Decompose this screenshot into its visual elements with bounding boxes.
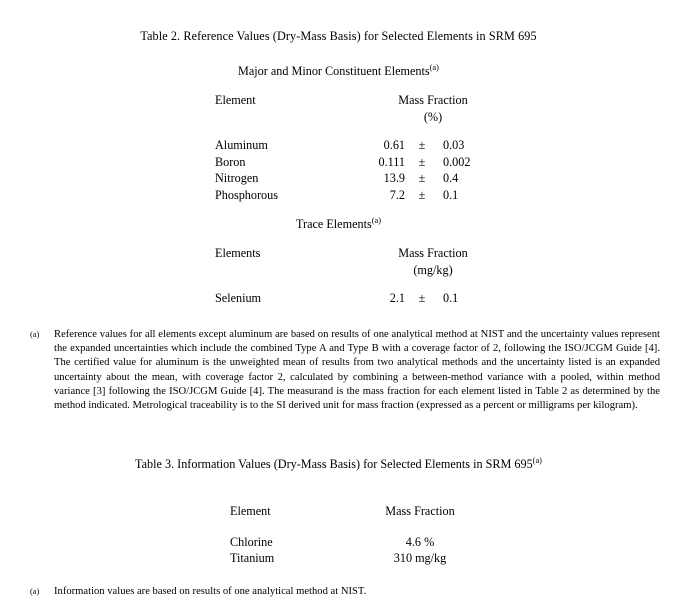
table2-footnote-marker: (a) bbox=[30, 330, 40, 339]
table-row bbox=[215, 187, 503, 204]
row-value: 0.111 bbox=[378, 154, 405, 169]
spacer-row bbox=[215, 125, 503, 137]
row-value: 310 mg/kg bbox=[393, 551, 447, 566]
spacer-row bbox=[215, 278, 503, 290]
table3-footnote-marker: (a) bbox=[30, 587, 40, 596]
unit-spacer bbox=[215, 109, 363, 126]
row-value: 0.61 bbox=[383, 138, 405, 153]
table3-table bbox=[230, 503, 480, 567]
trace-elements-table bbox=[215, 245, 503, 307]
header-element: Element bbox=[215, 93, 256, 107]
row-uncertainty: 0.4 bbox=[443, 171, 459, 186]
row-value: 2.1 bbox=[389, 291, 405, 306]
table-row bbox=[215, 170, 503, 187]
major-constituents-footnote-ref: (a) bbox=[429, 62, 439, 72]
table-row bbox=[215, 137, 503, 154]
row-plusminus: ± bbox=[418, 154, 426, 169]
table2-footnote bbox=[30, 328, 660, 413]
header-mass-fraction: Mass Fraction bbox=[398, 246, 468, 260]
row-plusminus: ± bbox=[418, 171, 426, 186]
table-unit-row bbox=[215, 109, 503, 126]
major-constituents-heading-text: Major and Minor Constituent Elements bbox=[238, 64, 430, 78]
header-unit: (%) bbox=[423, 109, 443, 124]
row-element: Chlorine bbox=[230, 534, 273, 549]
header-element: Elements bbox=[215, 246, 261, 260]
row-uncertainty: 0.1 bbox=[443, 291, 459, 306]
table-header-row bbox=[230, 503, 480, 520]
major-constituents-table bbox=[215, 92, 503, 204]
row-value: 7.2 bbox=[389, 187, 405, 202]
table3-title bbox=[0, 457, 677, 472]
table-row bbox=[230, 550, 480, 567]
row-element: Nitrogen bbox=[215, 171, 259, 186]
table2-title bbox=[0, 29, 677, 44]
header-mass-fraction: Mass Fraction bbox=[398, 93, 468, 107]
row-element: Selenium bbox=[215, 291, 262, 306]
major-constituents-heading bbox=[0, 64, 677, 79]
table3-title-text: Table 3. Information Values (Dry-Mass Basis) for Selected Elements in SRM 695 bbox=[135, 457, 533, 471]
header-mass-fraction: Mass Fraction bbox=[385, 504, 455, 518]
spacer-row bbox=[230, 520, 480, 534]
header-element: Element bbox=[230, 504, 271, 518]
row-uncertainty: 0.03 bbox=[443, 138, 465, 153]
row-plusminus: ± bbox=[418, 291, 426, 306]
row-element: Titanium bbox=[230, 551, 275, 566]
table3-footnote-text: Information values are based on results of one analytical method at NIST. bbox=[54, 586, 367, 597]
table3-footnote bbox=[30, 585, 660, 599]
table-row bbox=[215, 290, 503, 307]
row-value: 4.6 % bbox=[405, 534, 435, 549]
table2-title-text: Table 2. Reference Values (Dry-Mass Basis) for Selected Elements in SRM 695 bbox=[140, 29, 537, 43]
row-plusminus: ± bbox=[418, 187, 426, 202]
table2-footnote-text: Reference values for all elements except aluminum are based on results of one analytical method at NIST and the uncertainty values represent the expanded uncertainties which include the combined Type A and Type B with a coverage factor of 2, following the ISO/JCGM Guide [4]. The certified value for aluminum is the unweighted mean of results from two analytical methods and the uncertainty listed is an expanded uncertainty about the mean, with coverage factor 2, calculated by combining a between-method variance with a pooled, within method variance [3] following the ISO/JCGM Guide [4]. The measurand is the mass fraction for each element listed in Table 2 as determined by the method indicated. Metrological traceability is to the SI derived unit for mass fraction (expressed as a percent or milligrams per kilogram). bbox=[54, 329, 660, 412]
header-unit: (mg/kg) bbox=[413, 262, 453, 277]
table-header-row bbox=[215, 92, 503, 109]
trace-elements-heading bbox=[0, 217, 677, 232]
row-element: Phosphorous bbox=[215, 187, 278, 202]
row-uncertainty: 0.1 bbox=[443, 187, 459, 202]
table-row bbox=[215, 154, 503, 171]
table3-title-footnote-ref: (a) bbox=[532, 455, 542, 465]
trace-elements-footnote-ref: (a) bbox=[371, 215, 381, 225]
unit-spacer bbox=[215, 262, 363, 279]
row-uncertainty: 0.002 bbox=[443, 154, 471, 169]
table-row bbox=[230, 534, 480, 551]
table-header-row bbox=[215, 245, 503, 262]
row-value: 13.9 bbox=[383, 171, 405, 186]
table-unit-row bbox=[215, 262, 503, 279]
trace-elements-heading-text: Trace Elements bbox=[296, 217, 372, 231]
row-element: Aluminum bbox=[215, 138, 268, 153]
row-element: Boron bbox=[215, 154, 246, 169]
row-plusminus: ± bbox=[418, 138, 426, 153]
